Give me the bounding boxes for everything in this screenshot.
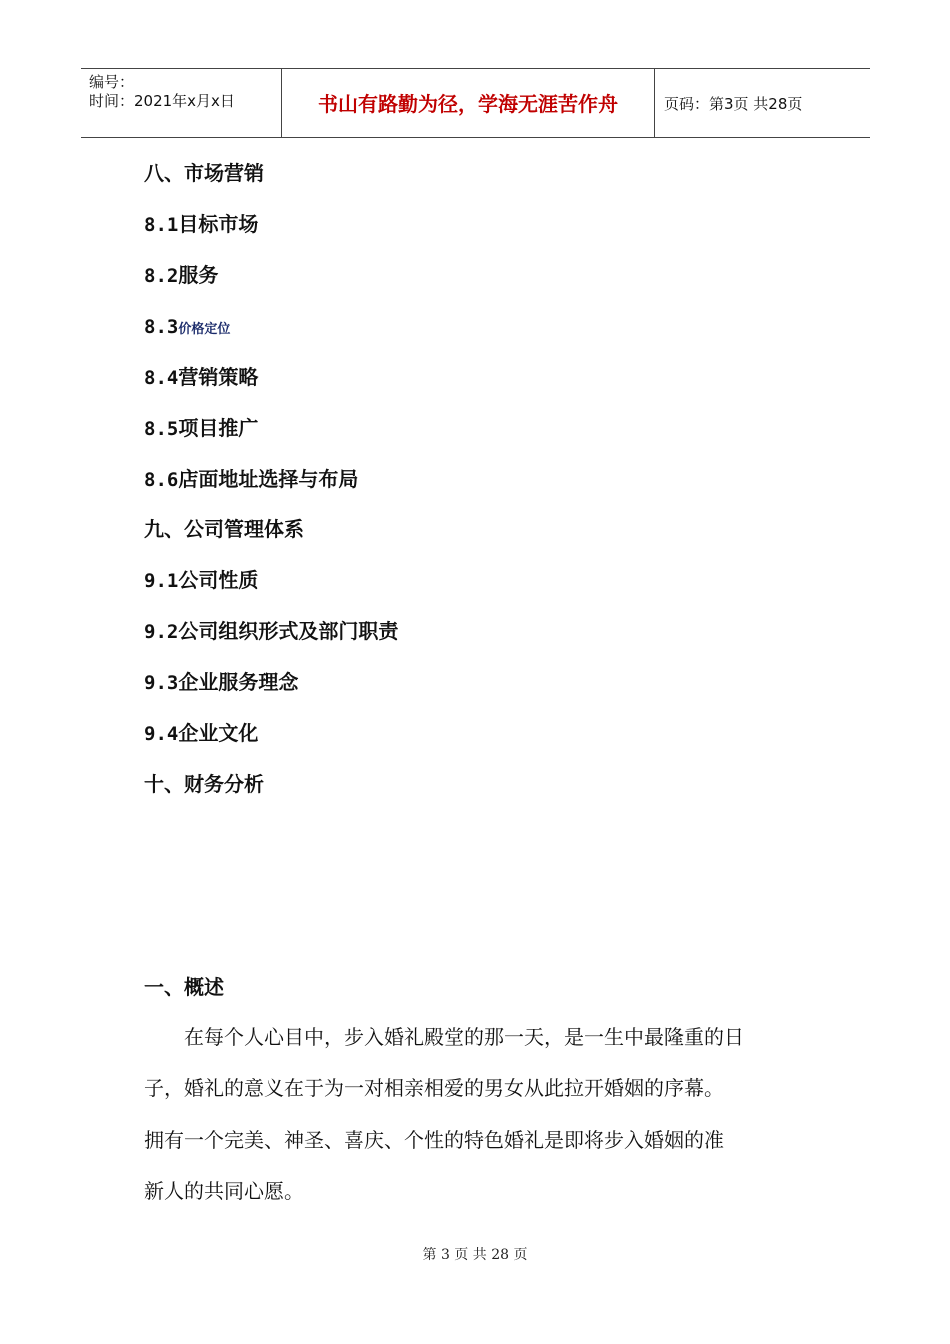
toc-number: 8.6	[144, 469, 179, 491]
toc-number: 8.4	[144, 367, 179, 389]
section-title: 一、概述	[144, 975, 224, 999]
toc-item	[144, 618, 398, 645]
page-header	[81, 68, 870, 138]
toc-text: 十、财务分析	[144, 772, 264, 796]
header-meta-cell	[81, 69, 282, 137]
toc-text: 目标市场	[178, 212, 259, 236]
toc-number: 8.2	[144, 265, 179, 287]
toc-text: 九、公司管理体系	[144, 517, 304, 541]
toc-item	[144, 516, 304, 542]
toc-text: 项目推广	[178, 416, 259, 440]
toc-number: 9.3	[144, 672, 179, 694]
header-page-info: 页码：第3页 共28页	[664, 95, 803, 113]
toc-text: 企业服务理念	[178, 670, 299, 694]
paragraph-line: 新人的共同心愿。	[144, 1179, 304, 1203]
toc-number: 9.4	[144, 723, 179, 745]
header-motto-cell	[282, 69, 655, 137]
number-label: 编号：	[89, 73, 135, 91]
toc-item	[144, 720, 258, 747]
toc-text: 企业文化	[178, 721, 259, 745]
toc-number: 8.1	[144, 214, 179, 236]
toc-item	[144, 262, 218, 289]
toc-item	[144, 771, 264, 797]
toc-text: 公司组织形式及部门职责	[178, 619, 399, 643]
toc-item	[144, 567, 258, 594]
toc-number: 8.3	[144, 316, 179, 338]
paragraph-line: 拥有一个完美、神圣、喜庆、个性的特色婚礼是即将步入婚姻的准	[144, 1128, 724, 1152]
toc-item	[144, 466, 358, 493]
header-page-cell	[655, 69, 870, 137]
paragraph-line: 在每个人心目中，步入婚礼殿堂的那一天，是一生中最隆重的日	[144, 1025, 744, 1049]
paragraph-line: 子，婚礼的意义在于为一对相亲相爱的男女从此拉开婚姻的序幕。	[144, 1076, 724, 1100]
toc-text: 公司性质	[178, 568, 259, 592]
toc-number: 9.2	[144, 621, 179, 643]
toc-text: 店面地址选择与布局	[178, 467, 359, 491]
toc-item	[144, 364, 258, 391]
time-label: 时间：2021年x月x日	[89, 92, 235, 110]
toc-item	[144, 669, 298, 696]
toc-text: 服务	[178, 263, 219, 287]
toc-item	[144, 415, 258, 442]
toc-item	[144, 160, 264, 186]
toc-text: 营销策略	[178, 365, 259, 389]
toc-text: 八、市场营销	[144, 161, 264, 185]
page-footer: 第 3 页 共 28 页	[422, 1247, 528, 1263]
toc-item	[144, 211, 258, 238]
toc-number: 9.1	[144, 570, 179, 592]
toc-number: 8.5	[144, 418, 179, 440]
toc-text: 价格定位	[178, 322, 231, 337]
toc-item	[144, 313, 230, 343]
header-motto: 书山有路勤为径，学海无涯苦作舟	[318, 92, 618, 116]
